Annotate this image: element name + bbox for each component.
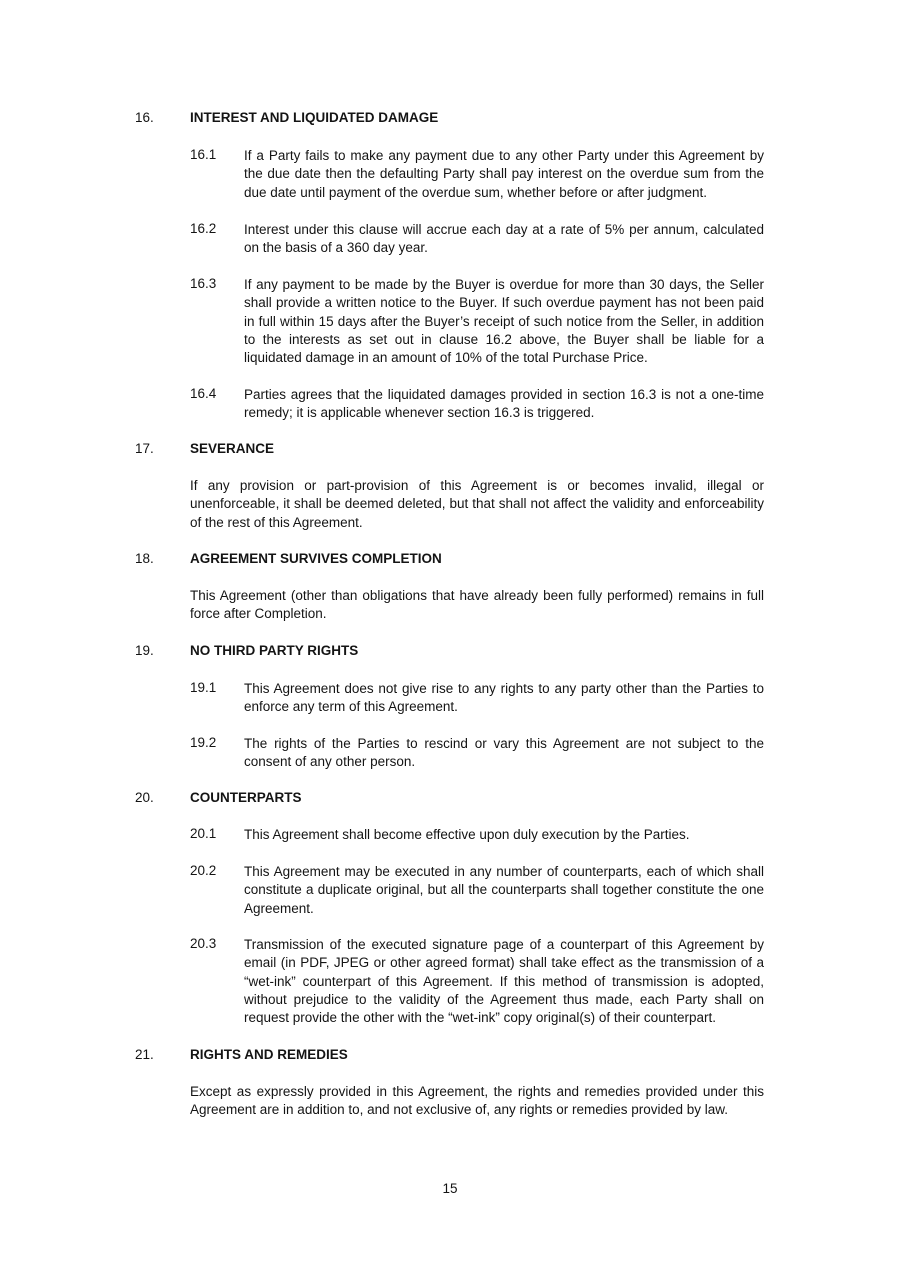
- clause-number: 16.1: [190, 147, 217, 162]
- section-title: NO THIRD PARTY RIGHTS: [190, 643, 359, 658]
- clause-text: Parties agrees that the liquidated damages provided in section 16.3 is not a one-time remedy; it is applicable whenever section 16.3 is triggered.: [244, 387, 764, 421]
- section-title: INTEREST AND LIQUIDATED DAMAGE: [190, 110, 439, 125]
- clause-number: 20.2: [190, 863, 217, 878]
- clause-number: 19.1: [190, 680, 217, 695]
- clause-text: If any payment to be made by the Buyer is overdue for more than 30 days, the Seller shall provide a written notice to the Buyer. If such overdue payment has not been paid in full within 15 days after the Buyer’s receipt of such notice from the Seller, in addition to the interests as set out in clause 16.2 above, the Buyer shall be liable for a liquidated damage in an amount of 10% of the total Purchase Price.: [244, 277, 764, 366]
- clause-text: The rights of the Parties to rescind or vary this Agreement are not subject to the consent of any other person.: [244, 736, 764, 770]
- clause-text: Transmission of the executed signature page of a counterpart of this Agreement by email (in PDF, JPEG or other agreed format) shall take effect as the transmission of a “wet-ink” counterpart of this Agreement. If this method of transmission is adopted, without prejudice to the validity of the Agreement thus made, each Party shall on request provide the other with the “wet-ink” copy original(s) of their counterpart.: [244, 937, 764, 1026]
- clause-number: 19.2: [190, 735, 217, 750]
- section-title: AGREEMENT SURVIVES COMPLETION: [190, 551, 442, 566]
- section-number: 18.: [135, 551, 154, 566]
- clause-text: If a Party fails to make any payment due to any other Party under this Agreement by the due date then the defaulting Party shall pay interest on the overdue sum from the due date until payment of the overdue sum, whether before or after judgment.: [244, 148, 764, 200]
- clause-number: 16.4: [190, 386, 217, 401]
- section-number: 20.: [135, 790, 154, 805]
- section-number: 17.: [135, 441, 154, 456]
- section-paragraph: This Agreement (other than obligations that have already been fully performed) remains in full force after Completion.: [190, 588, 764, 622]
- clause-number: 16.2: [190, 221, 217, 236]
- clause-text: This Agreement may be executed in any number of counterparts, each of which shall constitute a duplicate original, but all the counterparts shall together constitute the one Agreement.: [244, 864, 764, 916]
- section-paragraph: If any provision or part-provision of this Agreement is or becomes invalid, illegal or unenforceable, it shall be deemed deleted, but that shall not affect the validity and enforceability of the rest of this Agreement.: [190, 478, 764, 530]
- clause-number: 20.3: [190, 936, 217, 951]
- section-number: 21.: [135, 1047, 154, 1062]
- clause-text: This Agreement does not give rise to any rights to any party other than the Parties to enforce any term of this Agreement.: [244, 681, 764, 715]
- section-number: 16.: [135, 110, 154, 125]
- page-number: 15: [442, 1181, 458, 1196]
- clause-number: 20.1: [190, 826, 217, 841]
- clause-number: 16.3: [190, 276, 217, 291]
- section-paragraph: Except as expressly provided in this Agreement, the rights and remedies provided under this Agreement are in addition to, and not exclusive of, any rights or remedies provided by law.: [190, 1084, 764, 1118]
- section-title: SEVERANCE: [190, 441, 275, 456]
- section-title: RIGHTS AND REMEDIES: [190, 1047, 348, 1062]
- section-title: COUNTERPARTS: [190, 790, 302, 805]
- clause-text: This Agreement shall become effective upon duly execution by the Parties.: [244, 827, 690, 842]
- clause-text: Interest under this clause will accrue each day at a rate of 5% per annum, calculated on the basis of a 360 day year.: [244, 222, 764, 256]
- section-number: 19.: [135, 643, 154, 658]
